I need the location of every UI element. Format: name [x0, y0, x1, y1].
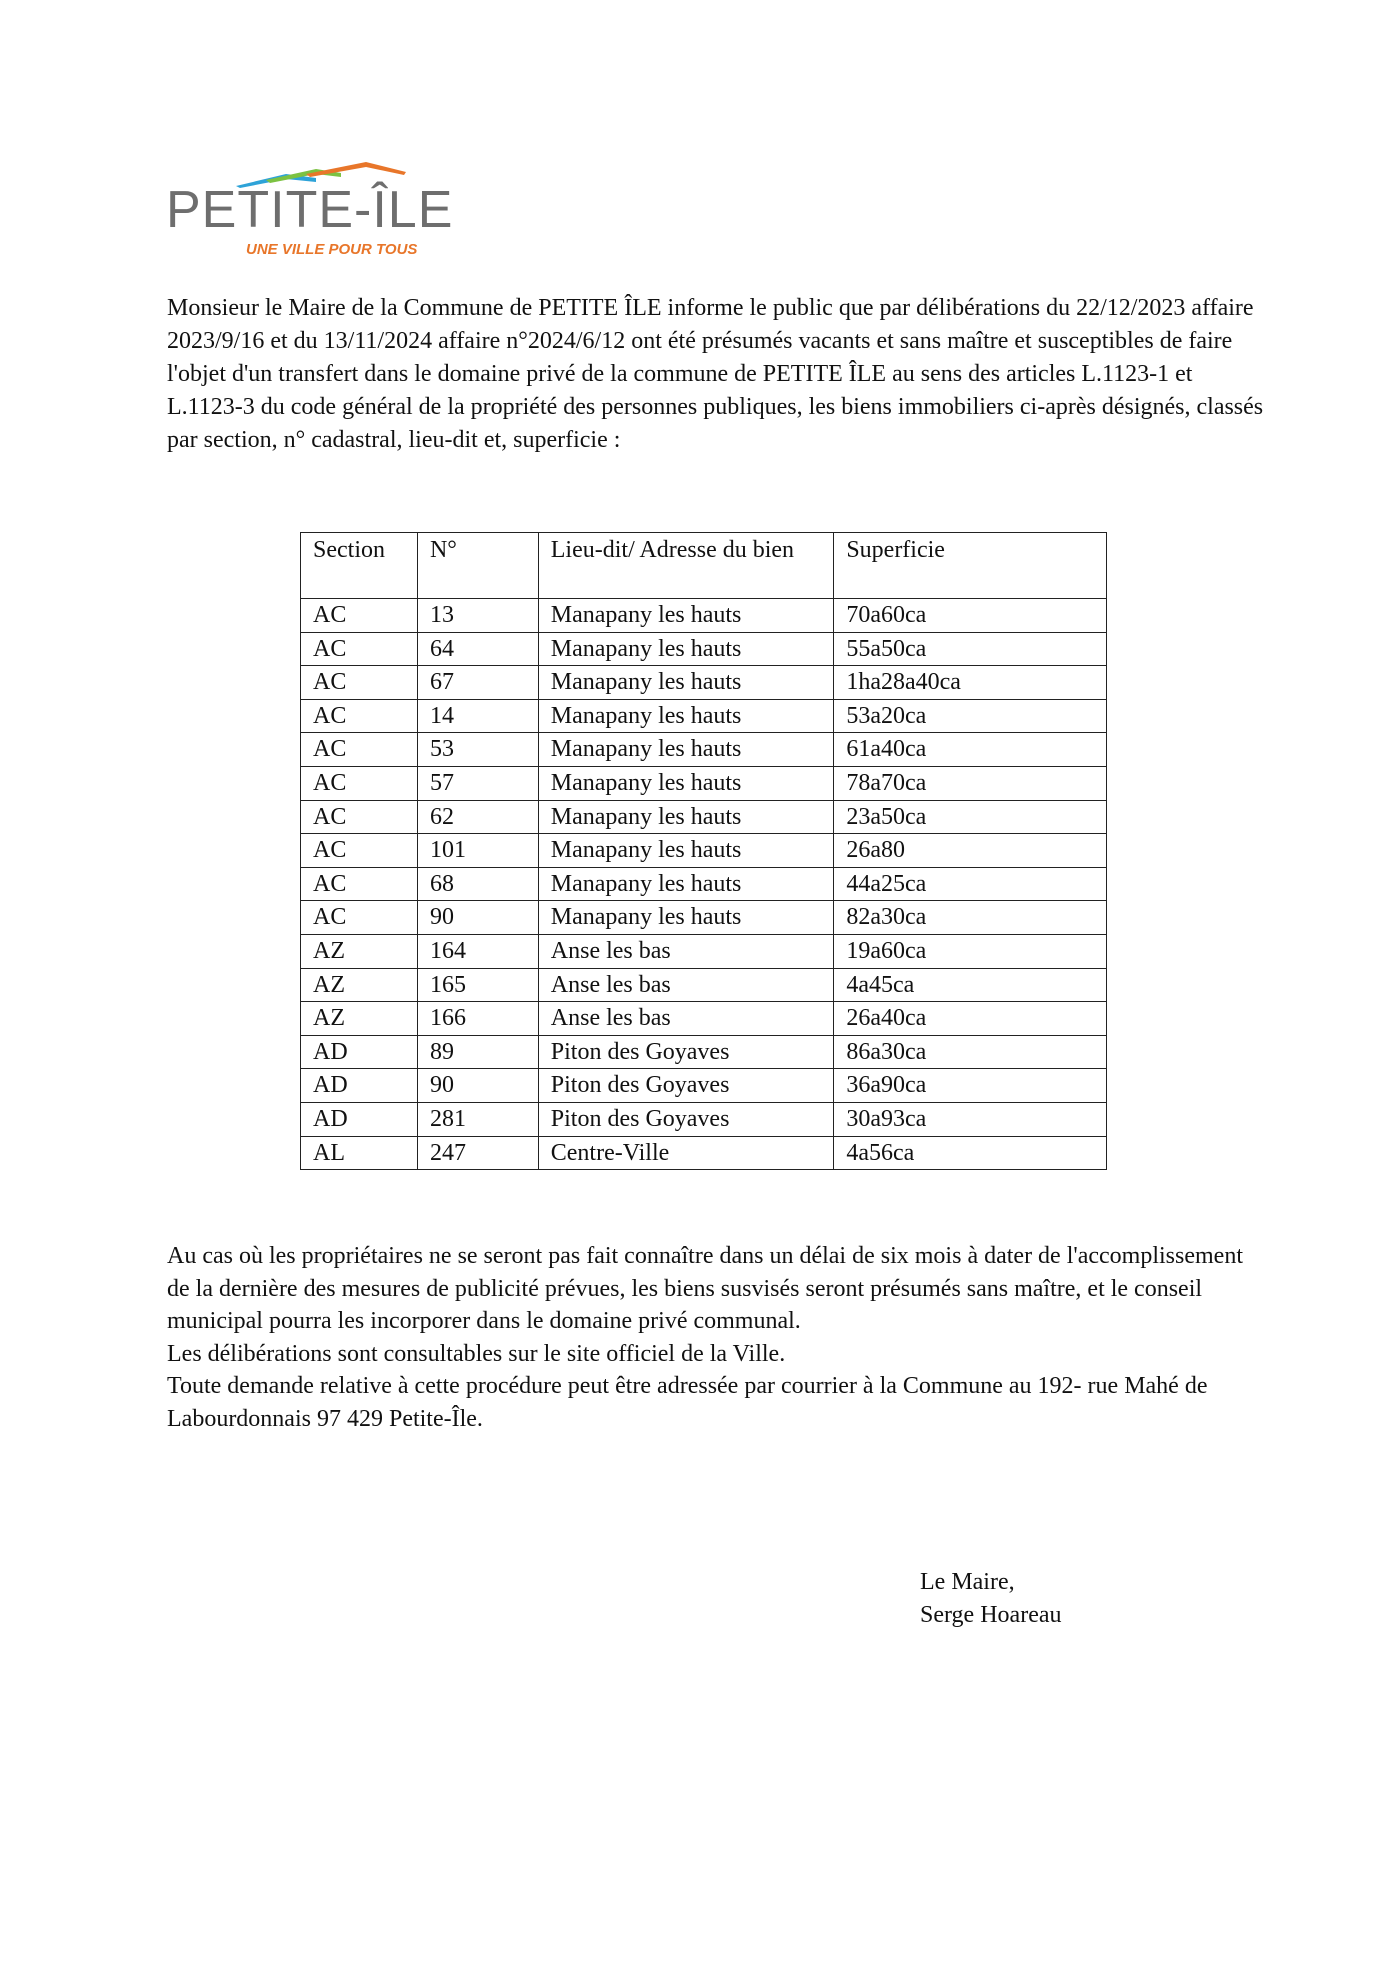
cell-superficie: 1ha28a40ca: [834, 666, 1107, 700]
cell-number: 247: [417, 1136, 538, 1170]
cell-section: AZ: [301, 934, 418, 968]
cell-superficie: 86a30ca: [834, 1035, 1107, 1069]
table-header-row: [301, 533, 1107, 599]
cell-section: AC: [301, 599, 418, 633]
table-row: [301, 834, 1107, 868]
cell-number: 166: [417, 1002, 538, 1036]
cell-number: 53: [417, 733, 538, 767]
commune-logo: [166, 160, 454, 260]
cell-lieu-dit: Manapany les hauts: [538, 766, 834, 800]
cell-section: AC: [301, 867, 418, 901]
cell-superficie: 44a25ca: [834, 867, 1107, 901]
cell-superficie: 26a80: [834, 834, 1107, 868]
signature-block: [920, 1566, 1062, 1632]
table-row: [301, 766, 1107, 800]
cell-number: 101: [417, 834, 538, 868]
cell-lieu-dit: Manapany les hauts: [538, 901, 834, 935]
cell-lieu-dit: Piton des Goyaves: [538, 1102, 834, 1136]
cell-section: AC: [301, 666, 418, 700]
cell-lieu-dit: Piton des Goyaves: [538, 1069, 834, 1103]
cell-superficie: 19a60ca: [834, 934, 1107, 968]
cell-lieu-dit: Centre-Ville: [538, 1136, 834, 1170]
signature-name: Serge Hoareau: [920, 1602, 1062, 1628]
table-row: [301, 1136, 1107, 1170]
cell-superficie: 23a50ca: [834, 800, 1107, 834]
cell-lieu-dit: Manapany les hauts: [538, 632, 834, 666]
table-row: [301, 1102, 1107, 1136]
cell-superficie: 30a93ca: [834, 1102, 1107, 1136]
cell-section: AZ: [301, 1002, 418, 1036]
cell-lieu-dit: Manapany les hauts: [538, 867, 834, 901]
cell-lieu-dit: Anse les bas: [538, 968, 834, 1002]
cell-section: AC: [301, 733, 418, 767]
cell-number: 89: [417, 1035, 538, 1069]
cell-superficie: 36a90ca: [834, 1069, 1107, 1103]
closing-text: [167, 1240, 1267, 1435]
table-row: [301, 699, 1107, 733]
cell-section: AD: [301, 1102, 418, 1136]
cell-lieu-dit: Anse les bas: [538, 1002, 834, 1036]
cell-superficie: 4a56ca: [834, 1136, 1107, 1170]
cell-number: 90: [417, 901, 538, 935]
cell-section: AD: [301, 1069, 418, 1103]
cell-section: AC: [301, 800, 418, 834]
cell-number: 164: [417, 934, 538, 968]
cell-section: AC: [301, 632, 418, 666]
table-row: [301, 901, 1107, 935]
cell-superficie: 70a60ca: [834, 599, 1107, 633]
cell-lieu-dit: Manapany les hauts: [538, 733, 834, 767]
cell-section: AZ: [301, 968, 418, 1002]
header-lieu-dit: Lieu-dit/ Adresse du bien: [538, 533, 834, 599]
cell-lieu-dit: Manapany les hauts: [538, 834, 834, 868]
table-row: [301, 1035, 1107, 1069]
cell-number: 62: [417, 800, 538, 834]
cell-number: 57: [417, 766, 538, 800]
cell-number: 67: [417, 666, 538, 700]
cell-section: AC: [301, 699, 418, 733]
logo-tagline: UNE VILLE POUR TOUS: [246, 241, 418, 258]
cell-section: AC: [301, 834, 418, 868]
table-row: [301, 800, 1107, 834]
cell-number: 64: [417, 632, 538, 666]
consultation-paragraph: Les délibérations sont consultables sur le site officiel de la Ville.: [167, 1340, 786, 1367]
cell-number: 165: [417, 968, 538, 1002]
cell-superficie: 61a40ca: [834, 733, 1107, 767]
cell-superficie: 53a20ca: [834, 699, 1107, 733]
cell-lieu-dit: Manapany les hauts: [538, 800, 834, 834]
cell-lieu-dit: Manapany les hauts: [538, 666, 834, 700]
cell-section: AD: [301, 1035, 418, 1069]
cell-number: 281: [417, 1102, 538, 1136]
table-row: [301, 599, 1107, 633]
table-row: [301, 934, 1107, 968]
parcels-table: [300, 532, 1107, 1170]
intro-paragraph: Monsieur le Maire de la Commune de PETITE ÎLE informe le public que par délibérations du 22/12/2023 affaire 2023/9/16 et du 13/11/2024 affaire n°2024/6/12 ont été présumés vacants et sans maître et susceptibles de faire l'objet d'un transfert dans le domaine privé de la commune de PETITE ÎLE au sens des articles L.1123-1 et L.1123-3 du code général de la propriété des personnes publiques, les biens immobiliers ci-après désignés, classés par section, n° cadastral, lieu-dit et, superficie :: [167, 295, 1264, 453]
cell-superficie: 82a30ca: [834, 901, 1107, 935]
cell-lieu-dit: Manapany les hauts: [538, 599, 834, 633]
table-row: [301, 632, 1107, 666]
cell-section: AC: [301, 901, 418, 935]
cell-lieu-dit: Piton des Goyaves: [538, 1035, 834, 1069]
cell-number: 90: [417, 1069, 538, 1103]
signature-title: Le Maire,: [920, 1569, 1015, 1595]
cell-lieu-dit: Anse les bas: [538, 934, 834, 968]
cell-superficie: 78a70ca: [834, 766, 1107, 800]
delay-paragraph: Au cas où les propriétaires ne se seront pas fait connaître dans un délai de six mois à dater de l'accomplissement de la dernière des mesures de publicité prévues, les biens susvisés seront présumés sans maître, et le conseil municipal pourra les incorporer dans le domaine privé communal.: [167, 1243, 1243, 1334]
table-row: [301, 1069, 1107, 1103]
table-row: [301, 867, 1107, 901]
table-row: [301, 968, 1107, 1002]
table-row: [301, 733, 1107, 767]
cell-number: 13: [417, 599, 538, 633]
cell-number: 14: [417, 699, 538, 733]
cell-superficie: 4a45ca: [834, 968, 1107, 1002]
table-row: [301, 666, 1107, 700]
cell-number: 68: [417, 867, 538, 901]
cell-lieu-dit: Manapany les hauts: [538, 699, 834, 733]
header-superficie: Superficie: [834, 533, 1107, 599]
header-number: N°: [417, 533, 538, 599]
cell-superficie: 26a40ca: [834, 1002, 1107, 1036]
cell-section: AC: [301, 766, 418, 800]
logo-name: PETITE-ÎLE: [166, 181, 454, 239]
cell-section: AL: [301, 1136, 418, 1170]
header-section: Section: [301, 533, 418, 599]
cell-superficie: 55a50ca: [834, 632, 1107, 666]
table-row: [301, 1002, 1107, 1036]
contact-paragraph: Toute demande relative à cette procédure peut être adressée par courrier à la Commune au 192- rue Mahé de Labourdonnais 97 429 Petite-Île.: [167, 1373, 1208, 1432]
